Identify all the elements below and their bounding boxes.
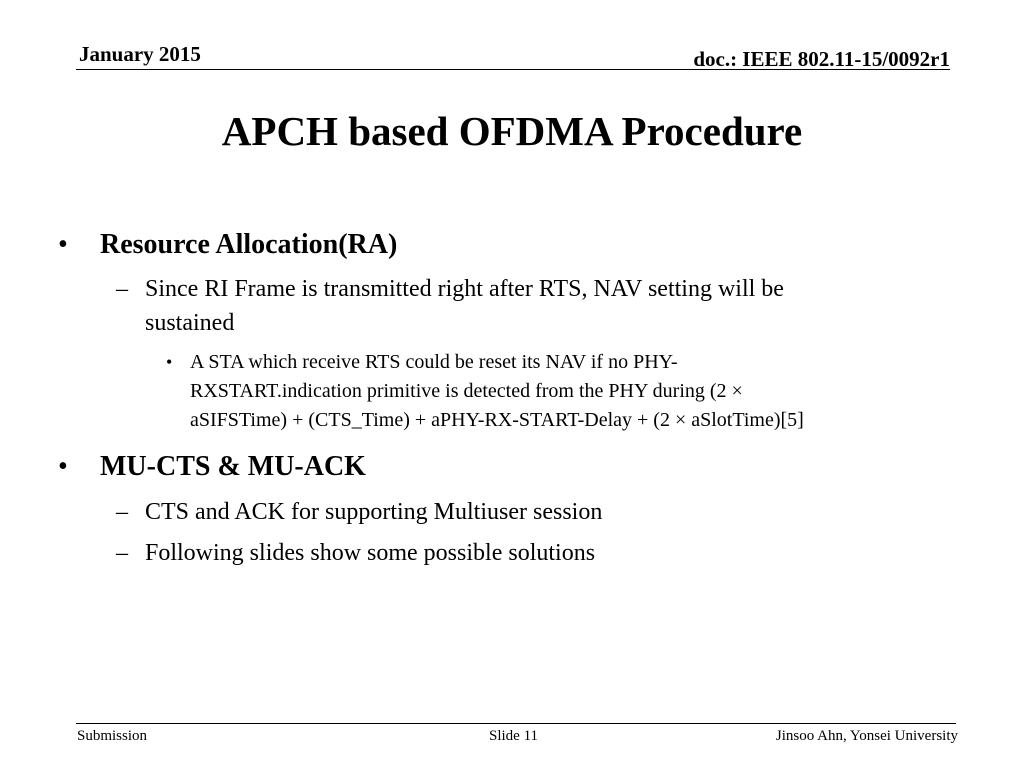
header-date: January 2015 [79, 42, 201, 66]
sub-item-ri-frame-line1: Since RI Frame is transmitted right after RTS, NAV setting will be [145, 276, 784, 302]
header-doc-id: doc.: IEEE 802.11-15/0092r1 [693, 47, 950, 71]
bullet-icon: • [58, 451, 68, 482]
small-bullet-icon: • [166, 352, 173, 372]
sub-item-ri-frame-line2: sustained [145, 310, 235, 336]
slide-title: APCH based OFDMA Procedure [221, 108, 803, 154]
footer-author: Jinsoo Ahn, Yonsei University [775, 728, 958, 744]
footer-slide-number: Slide 11 [489, 728, 539, 744]
footer-submission: Submission [77, 728, 148, 744]
dash-icon: – [116, 276, 128, 302]
bullet-resource-allocation: Resource Allocation(RA) [100, 229, 398, 260]
bullet-icon: • [58, 229, 68, 260]
dash-icon: – [116, 540, 128, 566]
sub-sub-item-sta-line1: A STA which receive RTS could be reset its NAV if no PHY- [190, 351, 678, 373]
footer-rule [76, 723, 956, 724]
sub-sub-item-sta-line3: aSIFSTime) + (CTS_Time) + aPHY-RX-START-Delay + (2 × aSlotTime)[5] [190, 409, 804, 431]
sub-sub-item-sta-line2: RXSTART.indication primitive is detected from the PHY during (2 × [190, 380, 743, 402]
sub-item-cts-ack: CTS and ACK for supporting Multiuser session [145, 499, 603, 525]
header-rule [76, 69, 950, 70]
sub-item-following-slides: Following slides show some possible solutions [145, 540, 596, 566]
bullet-mu-cts-ack: MU-CTS & MU-ACK [100, 451, 366, 482]
dash-icon: – [116, 499, 128, 525]
